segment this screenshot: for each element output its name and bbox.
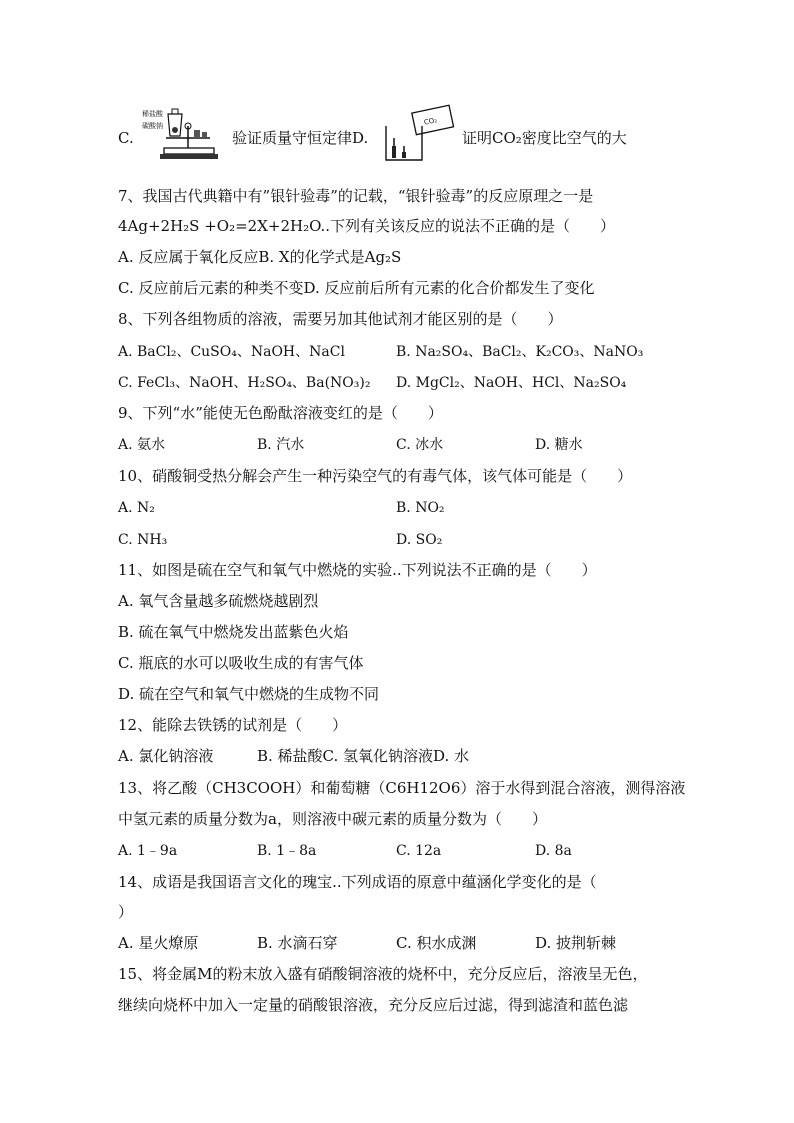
- q7-options-ab: A. 反应属于氧化反应B. X的化学式是Ag₂S: [118, 248, 402, 266]
- q14-stem-line2: ）: [118, 903, 134, 921]
- q12-option-a: A. 氯化钠溶液: [118, 747, 214, 765]
- q6-option-c-label: C.: [118, 129, 134, 147]
- q9-option-b: B. 汽水: [257, 437, 305, 453]
- q14-option-a: A. 星火燎原: [118, 934, 199, 952]
- q9-option-d: D. 糖水: [535, 437, 583, 453]
- beaker-co2-figure: [378, 104, 458, 164]
- q15-stem-line1: 15、将金属M的粉末放入盛有硝酸铜溶液的烧杯中，充分反应后，溶液呈无色，: [118, 965, 648, 983]
- q11-stem: 11、如图是硫在空气和氧气中燃烧的实验..下列说法不正确的是（ ）: [118, 561, 597, 579]
- q8-option-d: D. MgCl₂、NaOH、HCl、Na₂SO₄: [396, 375, 627, 391]
- q15-stem-line2: 继续向烧杯中加入一定量的硝酸银溶液，充分反应后过滤，得到滤渣和蓝色滤: [118, 996, 629, 1014]
- q11-option-c: C. 瓶底的水可以吸收生成的有害气体: [118, 654, 364, 672]
- balance-figure: [142, 106, 232, 162]
- q10-stem: 10、硝酸铜受热分解会产生一种污染空气的有毒气体，该气体可能是（ ）: [118, 467, 633, 485]
- q13-option-c: C. 12a: [396, 843, 442, 859]
- q10-option-a: A. N₂: [118, 500, 155, 516]
- q7-options-cd: C. 反应前后元素的种类不变D. 反应前后所有元素的化合价都发生了变化: [118, 279, 595, 297]
- q9-option-c: C. 冰水: [396, 437, 444, 453]
- q6-option-d-text: 证明CO₂密度比空气的大: [462, 129, 627, 147]
- q11-option-a: A. 氧气含量越多硫燃烧越剧烈: [118, 592, 319, 610]
- q8-option-a: A. BaCl₂、CuSO₄、NaOH、NaCl: [118, 344, 345, 360]
- fig-label-acid: 稀盐酸: [142, 110, 163, 118]
- q12-options-bcd: B. 稀盐酸C. 氢氧化钠溶液D. 水: [257, 747, 470, 765]
- q13-stem-line1: 13、将乙酸（CH3COOH）和葡萄糖（C6H12O6）溶于水得到混合溶液，测得溶液: [118, 779, 686, 797]
- q10-option-c: C. NH₃: [118, 532, 168, 548]
- q11-option-d: D. 硫在空气和氧气中燃烧的生成物不同: [118, 685, 380, 703]
- q14-stem-line1: 14、成语是我国语言文化的瑰宝..下列成语的原意中蕴涵化学变化的是（: [118, 873, 597, 891]
- q8-option-b: B. Na₂SO₄、BaCl₂、K₂CO₃、NaNO₃: [396, 344, 644, 360]
- q10-option-d: D. SO₂: [396, 532, 443, 548]
- fig-label-carbonate: 碳酸钠: [142, 122, 163, 130]
- q9-option-a: A. 氨水: [118, 437, 166, 453]
- q14-option-d: D. 披荆斩棘: [535, 934, 617, 952]
- q8-stem: 8、下列各组物质的溶液，需要另加其他试剂才能区别的是（ ）: [118, 310, 563, 328]
- q13-option-d: D. 8a: [535, 843, 572, 859]
- q9-stem: 9、下列“水”能使无色酚酞溶液变红的是（ ）: [118, 404, 443, 422]
- q13-option-b: B. 1﹣8a: [257, 843, 317, 859]
- q14-option-c: C. 积水成渊: [396, 934, 477, 952]
- q12-stem: 12、能除去铁锈的试剂是（ ）: [118, 716, 348, 734]
- q7-stem-line2: 4Ag+2H₂S +O₂=2X+2H₂O..下列有关该反应的说法不正确的是（ ）: [118, 217, 616, 235]
- q7-stem-line1: 7、我国古代典籍中有”银针验毒”的记载，“银针验毒”的反应原理之一是: [118, 187, 594, 205]
- q11-option-b: B. 硫在氧气中燃烧发出蓝紫色火焰: [118, 623, 349, 641]
- q14-option-b: B. 水滴石穿: [257, 934, 338, 952]
- q13-stem-line2: 中氢元素的质量分数为a，则溶液中碳元素的质量分数为（ ）: [118, 810, 547, 828]
- q6-option-c-text: 验证质量守恒定律D.: [232, 129, 369, 147]
- fig-label-co2: CO₂: [423, 116, 438, 127]
- q13-option-a: A. 1﹣9a: [118, 843, 178, 859]
- q10-option-b: B. NO₂: [396, 500, 445, 516]
- q8-option-c: C. FeCl₃、NaOH、H₂SO₄、Ba(NO₃)₂: [118, 375, 371, 391]
